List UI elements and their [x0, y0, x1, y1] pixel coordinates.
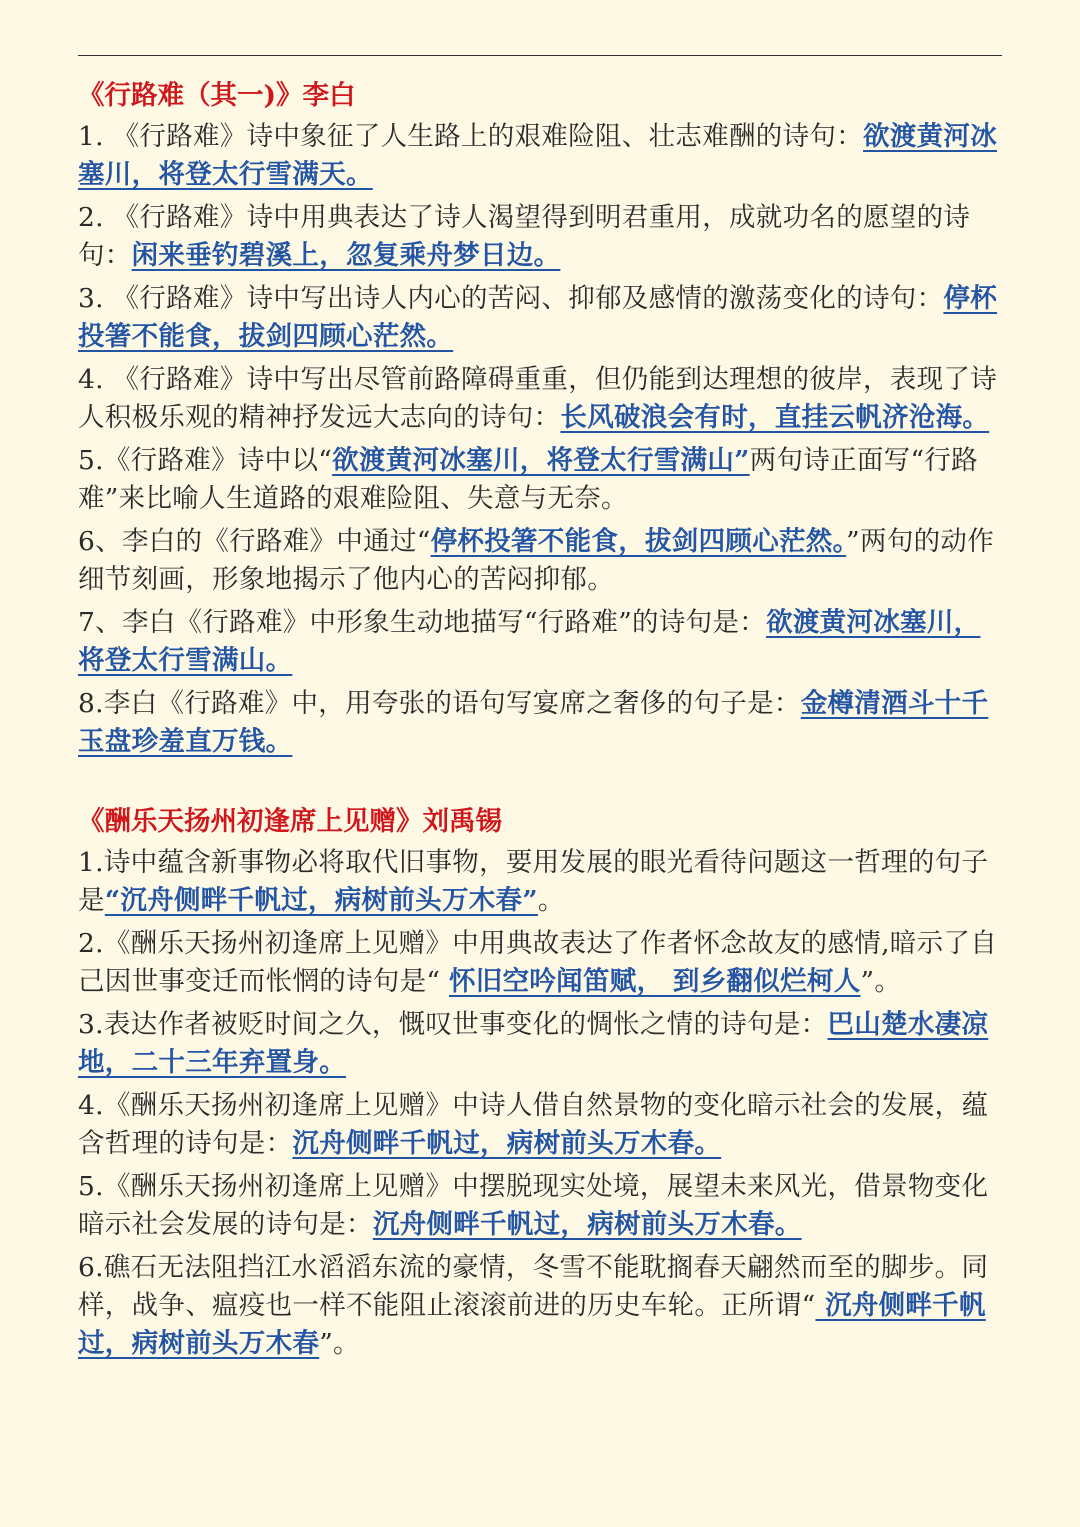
document-body: [78, 76, 1004, 1368]
section-title: 《酬乐天扬州初逢席上见赠》刘禹锡: [78, 806, 502, 837]
question-item: [78, 925, 1004, 1001]
answer-text: 闲来垂钓碧溪上，忽复乘舟梦日边。: [131, 240, 561, 271]
question-text: 6、李白的《行路难》中通过“: [78, 526, 431, 557]
question-item: [78, 1006, 1004, 1082]
question-text: 3. 《行路难》诗中写出诗人内心的苦闷、抑郁及感情的激荡变化的诗句：: [78, 283, 944, 314]
question-text: 5.《行路难》诗中以“: [78, 445, 333, 476]
answer-text: 怀旧空吟闻笛赋， 到乡翻似烂柯人: [448, 966, 861, 997]
section-xinglunan: [78, 76, 1004, 761]
question-text: 4. 《行路难》诗中写出尽管前路障碍重重，但仍能到达理想的彼岸，表现了诗人积极乐观的精神抒发远大志向的诗句：: [78, 364, 998, 433]
answer-text: 沉舟侧畔千帆过，病树前头万木春。: [292, 1128, 722, 1159]
top-divider: [78, 55, 1002, 56]
answer-text: 长风破浪会有时，直挂云帆济沧海。: [560, 402, 990, 433]
answer-text: 停杯投箸不能食，拔剑四顾心茫然。: [430, 526, 847, 557]
answer-text: 欲渡黄河冰塞川，将登太行雪满山。: [78, 607, 981, 676]
answer-text: “沉舟侧畔千帆过，病树前头万木春”: [104, 885, 538, 916]
question-text: 7、李白《行路难》中形象生动地描写“行路难”的诗句是：: [78, 607, 767, 638]
question-item: [78, 361, 1004, 437]
question-item: [78, 523, 1004, 599]
question-suffix: 两句诗正面写“行路难”来比喻人生道路的艰难险阻、失意与无奈。: [78, 445, 978, 514]
answer-text: 沉舟侧畔千帆过，病树前头万木春。: [372, 1209, 802, 1240]
question-item: [78, 199, 1004, 275]
question-suffix: ”两句的动作细节刻画，形象地揭示了他内心的苦闷抑郁。: [78, 526, 995, 595]
question-text: 1.诗中蕴含新事物必将取代旧事物，要用发展的眼光看待问题这一哲理的句子是: [78, 847, 989, 916]
question-text: 5.《酬乐天扬州初逢席上见赠》中摆脱现实处境，展望未来风光，借景物变化暗示社会发展的诗句是：: [78, 1171, 989, 1240]
section-spacer: [78, 766, 1004, 802]
question-item: [78, 442, 1004, 518]
question-item: [78, 844, 1004, 920]
question-item: [78, 118, 1004, 194]
question-item: [78, 1168, 1004, 1244]
question-text: 2.《酬乐天扬州初逢席上见赠》中用典故表达了作者怀念故友的感情,暗示了自己因世事变迁而怅惘的诗句是“: [78, 928, 998, 997]
question-suffix: 。: [537, 885, 565, 916]
section-title: 《行路难（其一)》李白: [78, 80, 356, 111]
question-item: [78, 604, 1004, 680]
question-text: 3.表达作者被贬时间之久，慨叹世事变化的惆怅之情的诗句是：: [78, 1009, 828, 1040]
answer-text: 停杯投箸不能食，拔剑四顾心茫然。: [78, 283, 998, 352]
section-chouletian: [78, 802, 1004, 1363]
question-suffix: ”。: [860, 966, 902, 997]
answer-text: 金樽清酒斗十千 玉盘珍羞直万钱。: [78, 688, 989, 757]
question-item: [78, 685, 1004, 761]
question-text: 8.李白《行路难》中，用夸张的语句写宴席之奢侈的句子是：: [78, 688, 801, 719]
answer-text: 欲渡黄河冰塞川，将登太行雪满天。: [78, 121, 998, 190]
question-text: 1. 《行路难》诗中象征了人生路上的艰难险阻、壮志难酬的诗句：: [78, 121, 864, 152]
answer-text: 沉舟侧畔千帆过，病树前头万木春: [78, 1290, 986, 1359]
question-item: [78, 1087, 1004, 1163]
question-text: 4.《酬乐天扬州初逢席上见赠》中诗人借自然景物的变化暗示社会的发展，蕴含哲理的诗句是：: [78, 1090, 989, 1159]
question-text: 2. 《行路难》诗中用典表达了诗人渴望得到明君重用，成就功名的愿望的诗句：: [78, 202, 971, 271]
answer-text: 巴山楚水凄凉地，二十三年弃置身。: [78, 1009, 989, 1078]
question-text: 6.礁石无法阻挡江水滔滔东流的豪情，冬雪不能耽搁春天翩然而至的脚步。同样，战争、瘟疫也一样不能阻止滚滚前进的历史车轮。正所谓“: [78, 1252, 989, 1321]
question-item: [78, 280, 1004, 356]
answer-text: 欲渡黄河冰塞川，将登太行雪满山”: [332, 445, 750, 476]
question-suffix: ”。: [319, 1328, 360, 1359]
question-item: [78, 1249, 1004, 1363]
